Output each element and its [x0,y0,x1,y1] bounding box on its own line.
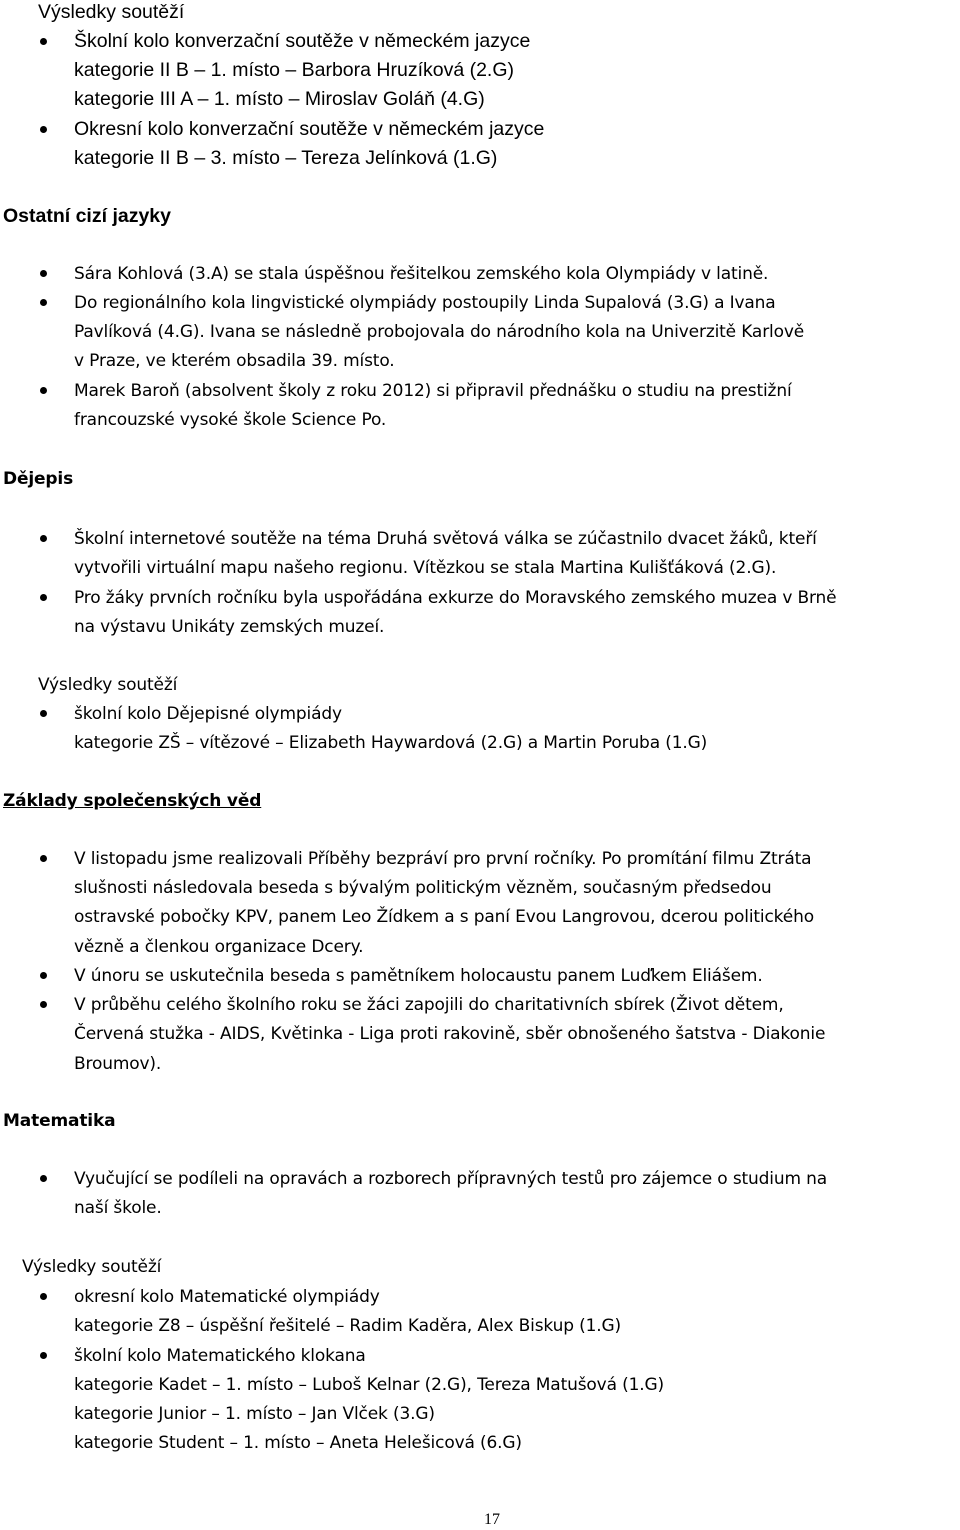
bullet-icon [40,126,47,133]
bullet-icon [40,535,47,542]
list-item-line: Broumov). [74,1054,162,1074]
list-item-line: Sára Kohlová (3.A) se stala úspěšnou řešitelkou zemského kola Olympiády v latině. [74,264,769,284]
list-item-line: Červená stužka - AIDS, Květinka - Liga proti rakovině, sběr obnošeného šatstva - Diakonie [74,1024,826,1044]
results-heading: Výsledky soutěží [38,1,185,23]
list-item-line: kategorie Junior – 1. místo – Jan Vlček (3.G) [74,1404,435,1424]
bullet-icon [40,387,47,394]
list-item-line: Pro žáky prvních ročníku byla uspořádána exkurze do Moravského zemského muzea v Brně [74,588,837,608]
list-item-title: školní kolo Matematického klokana [74,1346,366,1366]
list-item-line: Marek Baroň (absolvent školy z roku 2012) si připravil přednášku o studiu na prestižní [74,381,792,401]
bullet-icon [40,594,47,601]
list-item-line: V průběhu celého školního roku se žáci zapojili do charitativních sbírek (Život dětem, [74,995,784,1015]
bullet-icon [40,38,47,45]
results-heading: Výsledky soutěží [22,1257,162,1277]
list-item-title: okresní kolo Matematické olympiády [74,1287,380,1307]
bullet-icon [40,299,47,306]
list-item-line: kategorie II B – 1. místo – Barbora Hruzíková (2.G) [74,59,515,81]
bullet-icon [40,855,47,862]
page-number: 17 [484,1511,500,1528]
list-item-line: kategorie ZŠ – vítězové – Elizabeth Haywardová (2.G) a Martin Poruba (1.G) [74,733,708,753]
bullet-icon [40,710,47,717]
list-item-line: Vyučující se podíleli na opravách a rozborech přípravných testů pro zájemce o studium na [74,1169,828,1189]
list-item-line: vězně a členkou organizace Dcery. [74,937,364,957]
bullet-icon [40,1352,47,1359]
list-item-line: V únoru se uskutečnila beseda s pamětníkem holocaustu panem Luďkem Eliášem. [74,966,763,986]
bullet-icon [40,972,47,979]
bullet-icon [40,1175,47,1182]
list-item-line: ostravské pobočky KPV, panem Leo Žídkem a s paní Evou Langrovou, dcerou politického [74,907,814,927]
list-item-line: kategorie III A – 1. místo – Miroslav Goláň (4.G) [74,88,485,110]
section-heading: Ostatní cizí jazyky [3,205,171,227]
list-item-title: Školní kolo konverzační soutěže v německém jazyce [74,30,531,52]
list-item-line: Pavlíková (4.G). Ivana se následně probojovala do národního kola na Univerzitě Karlově [74,322,805,342]
list-item-line: kategorie Kadet – 1. místo – Luboš Kelnar (2.G), Tereza Matušová (1.G) [74,1375,665,1395]
list-item-line: slušnosti následovala beseda s bývalým politickým vězněm, současným předsedou [74,878,772,898]
section-heading: Dějepis [3,469,74,489]
section-heading: Základy společenských věd [3,791,262,811]
bullet-icon [40,1001,47,1008]
list-item-line: kategorie Student – 1. místo – Aneta Helešicová (6.G) [74,1433,522,1453]
list-item-title: Okresní kolo konverzační soutěže v německém jazyce [74,118,545,140]
list-item-line: kategorie Z8 – úspěšní řešitelé – Radim Kaděra, Alex Biskup (1.G) [74,1316,622,1336]
list-item-line: V listopadu jsme realizovali Příběhy bezpráví pro první ročníky. Po promítání filmu Ztráta [74,849,812,869]
bullet-icon [40,1293,47,1300]
section-heading: Matematika [3,1111,116,1131]
list-item-line: Školní internetové soutěže na téma Druhá světová válka se zúčastnilo dvacet žáků, kteří [74,529,817,549]
list-item-title: školní kolo Dějepisné olympiády [74,704,342,724]
list-item-line: v Praze, ve kterém obsadila 39. místo. [74,351,395,371]
list-item-line: vytvořili virtuální mapu našeho regionu. Vítězkou se stala Martina Kulišťáková (2.G). [74,558,777,578]
list-item-line: naší škole. [74,1198,162,1218]
bullet-icon [40,270,47,277]
results-heading: Výsledky soutěží [38,675,178,695]
list-item-line: francouzské vysoké škole Science Po. [74,410,387,430]
list-item-line: kategorie II B – 3. místo – Tereza Jelínková (1.G) [74,147,498,169]
list-item-line: Do regionálního kola lingvistické olympiády postoupily Linda Supalová (3.G) a Ivana [74,293,776,313]
list-item-line: na výstavu Unikáty zemských muzeí. [74,617,385,637]
